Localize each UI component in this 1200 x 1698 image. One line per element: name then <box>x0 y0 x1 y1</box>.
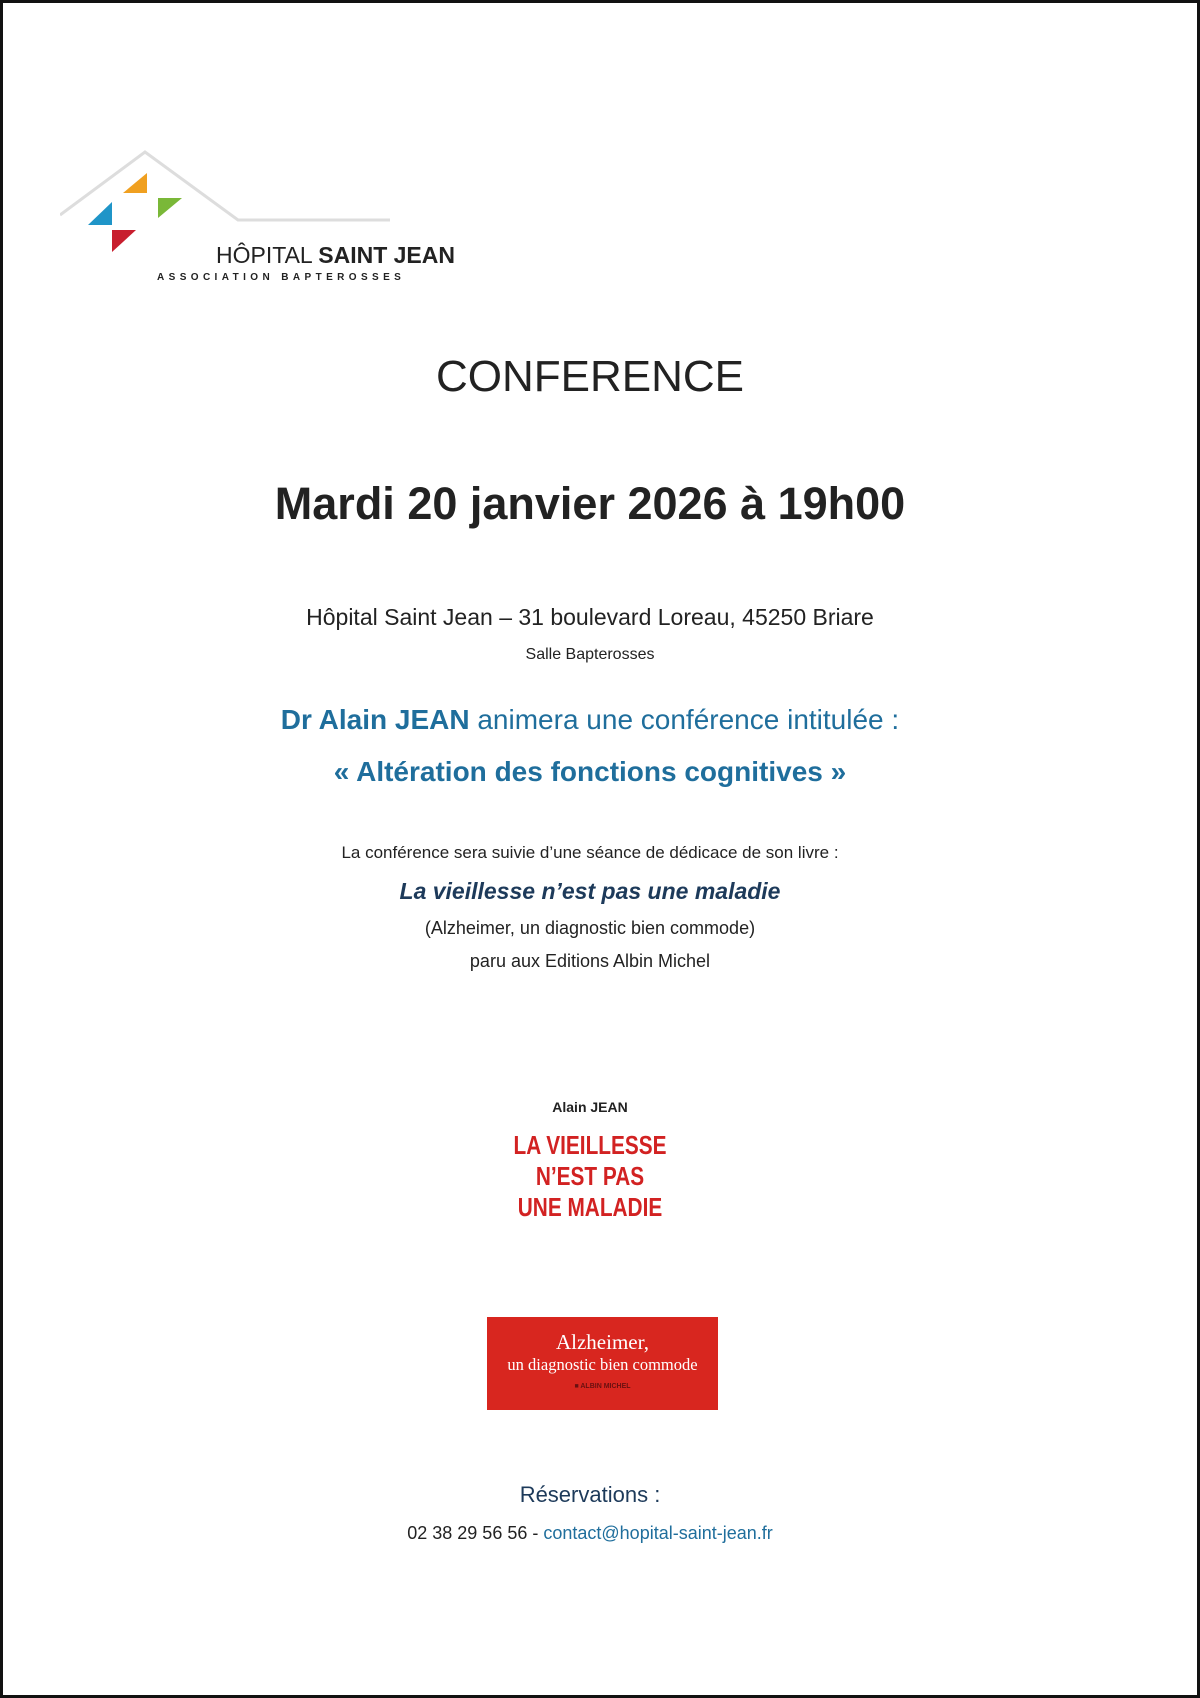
cover-title-line: UNE MALADIE <box>517 1192 663 1222</box>
logo-name: HÔPITAL SAINT JEAN <box>216 242 455 268</box>
speaker-line: Dr Alain JEAN animera une conférence intitulée : <box>280 704 900 735</box>
cover-author: Alain JEAN <box>552 1099 628 1115</box>
cover-title-line: LA VIEILLESSE <box>513 1130 667 1160</box>
heading: CONFERENCE <box>435 352 745 401</box>
cover-title <box>118 1130 1062 1223</box>
event-address: Hôpital Saint Jean – 31 boulevard Loreau, 45250 Briare <box>306 604 874 630</box>
reservations-label: Réservations : <box>519 1482 661 1507</box>
cover-publisher: ■ ALBIN MICHEL <box>574 1383 631 1390</box>
signing-intro: La conférence sera suivie d’une séance de dédicace de son livre : <box>341 843 839 862</box>
reservations-contact: 02 38 29 56 56 - contact@hopital-saint-jean.fr <box>407 1523 773 1543</box>
cover-band-line: un diagnostic bien commode <box>507 1355 698 1374</box>
cover-title-line: N’EST PAS <box>535 1161 645 1191</box>
event-date: Mardi 20 janvier 2026 à 19h00 <box>274 478 906 529</box>
hospital-logo <box>60 150 455 290</box>
logo-subtitle: ASSOCIATION BAPTEROSSES <box>157 272 406 283</box>
email-link[interactable]: contact@hopital-saint-jean.fr <box>543 1523 773 1543</box>
book-title: La vieillesse n’est pas une maladie <box>399 878 781 904</box>
logo-roof-icon <box>60 150 420 290</box>
speaker-name: Dr Alain JEAN <box>280 704 470 735</box>
book-publisher: paru aux Editions Albin Michel <box>469 951 711 971</box>
cover-band <box>487 1317 718 1410</box>
talk-title: « Altération des fonctions cognitives » <box>333 756 847 787</box>
book-subtitle: (Alzheimer, un diagnostic bien commode) <box>424 918 756 938</box>
phone-number: 02 38 29 56 56 <box>407 1523 528 1543</box>
event-room: Salle Bapterosses <box>525 646 655 663</box>
cover-band-line: Alzheimer, <box>555 1330 650 1354</box>
